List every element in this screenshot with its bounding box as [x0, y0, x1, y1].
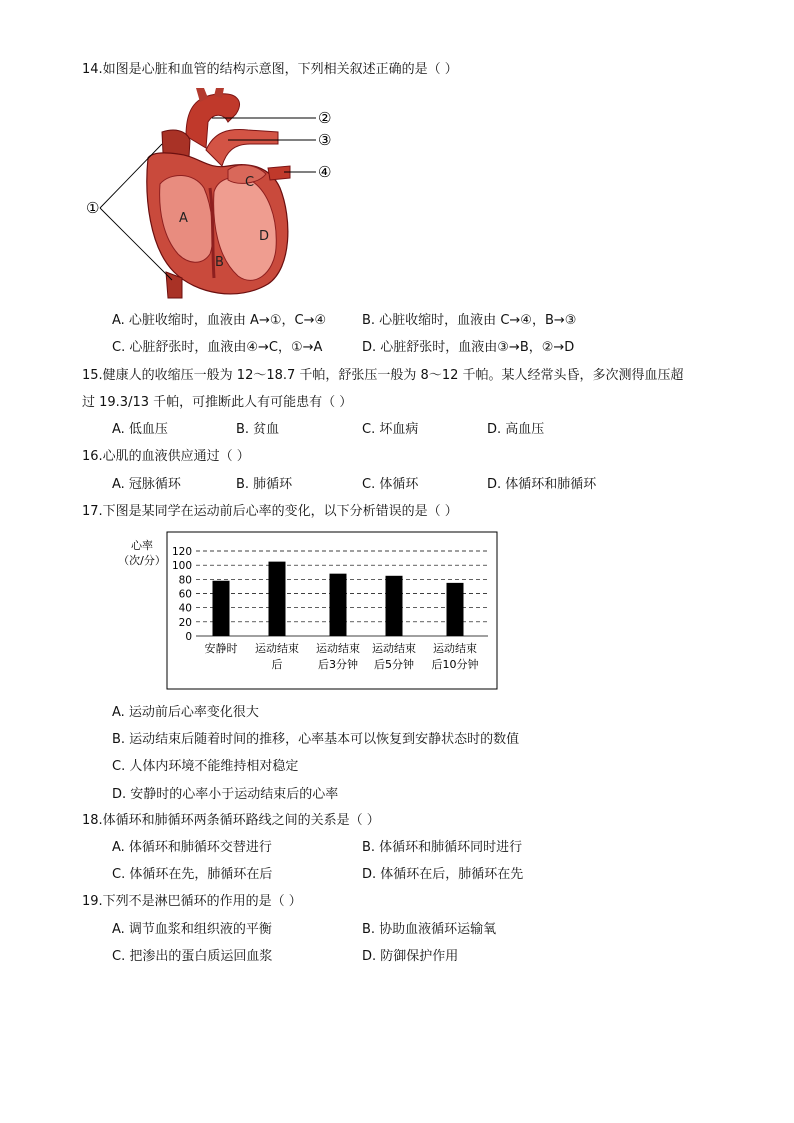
y-tick-label: 20 [178, 616, 192, 629]
q16-option-a: A. 冠脉循环 [112, 477, 181, 492]
q16-option-d: D. 体循环和肺循环 [487, 477, 597, 492]
chart-ylabel-line1: 心率 [131, 539, 153, 552]
q15-option-b: B. 贫血 [236, 422, 280, 437]
q15-option-d: D. 高血压 [487, 422, 545, 437]
label-2: ② [318, 109, 332, 127]
q14-option-c: C. 心脏舒张时，血液由④→C，①→A [112, 340, 323, 355]
q15-option-a: A. 低血压 [112, 422, 168, 437]
x-category-label: 运动结束 [433, 642, 477, 655]
x-category-label: 后3分钟 [318, 658, 358, 671]
bar [213, 581, 230, 636]
x-category-label: 运动结束 [372, 642, 416, 655]
question-14-stem: 14.如图是心脏和血管的结构示意图，下列相关叙述正确的是（ ） [82, 62, 458, 77]
q19-option-d: D. 防御保护作用 [362, 949, 459, 964]
question-18-stem: 18.体循环和肺循环两条循环路线之间的关系是（ ） [82, 813, 380, 828]
x-category-label: 后10分钟 [431, 658, 479, 671]
y-tick-label: 80 [178, 574, 192, 587]
label-1: ① [86, 199, 100, 217]
q19-option-b: B. 协助血液循环运输氧 [362, 922, 497, 937]
x-category-label: 运动结束 [316, 642, 360, 655]
heart-rate-chart [110, 530, 502, 692]
question-15-stem-line2: 过 19.3/13 千帕，可推断此人有可能患有（ ） [82, 395, 353, 410]
q17-option-a: A. 运动前后心率变化很大 [112, 705, 259, 720]
q18-option-c: C. 体循环在先，肺循环在后 [112, 867, 273, 882]
heart-diagram [78, 88, 350, 304]
chamber-label-c: C [245, 175, 255, 190]
q19-option-c: C. 把渗出的蛋白质运回血浆 [112, 949, 273, 964]
q18-option-b: B. 体循环和肺循环同时进行 [362, 840, 523, 855]
y-tick-label: 40 [178, 602, 192, 615]
question-17-stem: 17.下图是某同学在运动前后心率的变化，以下分析错误的是（ ） [82, 504, 458, 519]
x-category-label: 安静时 [204, 642, 238, 655]
label-3: ③ [318, 131, 332, 149]
y-tick-label: 120 [171, 546, 192, 558]
q17-option-b: B. 运动结束后随着时间的推移，心率基本可以恢复到安静状态时的数值 [112, 732, 520, 747]
q14-option-b: B. 心脏收缩时，血液由 C→④，B→③ [362, 313, 577, 328]
q16-option-b: B. 肺循环 [236, 477, 293, 492]
bar [330, 574, 347, 636]
bar [269, 562, 286, 636]
q15-option-c: C. 坏血病 [362, 422, 419, 437]
chamber-label-b: B [215, 255, 224, 270]
q17-option-d: D. 安静时的心率小于运动结束后的心率 [112, 787, 339, 802]
y-tick-label: 0 [185, 631, 192, 643]
bar [386, 576, 403, 636]
x-category-label: 后 [271, 658, 283, 671]
q16-option-c: C. 体循环 [362, 477, 419, 492]
question-15-stem-line1: 15.健康人的收缩压一般为 12～18.7 千帕，舒张压一般为 8～12 千帕。某人经常头昏，多次测得血压超 [82, 368, 684, 383]
q18-option-d: D. 体循环在后，肺循环在先 [362, 867, 524, 882]
q14-option-d: D. 心脏舒张时，血液由③→B，②→D [362, 340, 575, 355]
x-category-label: 后5分钟 [374, 658, 414, 671]
q14-option-a: A. 心脏收缩时，血液由 A→①，C→④ [112, 313, 327, 328]
q18-option-a: A. 体循环和肺循环交替进行 [112, 840, 272, 855]
chamber-label-d: D [259, 229, 270, 244]
x-category-label: 运动结束 [255, 642, 299, 655]
chart-ylabel-line2: （次/分） [118, 554, 166, 567]
label-4: ④ [318, 163, 332, 181]
q19-option-a: A. 调节血浆和组织液的平衡 [112, 922, 272, 937]
chamber-label-a: A [179, 211, 188, 226]
question-16-stem: 16.心肌的血液供应通过（ ） [82, 449, 250, 464]
y-tick-label: 100 [171, 560, 192, 573]
bar [447, 583, 464, 636]
y-tick-label: 60 [178, 588, 192, 601]
q17-option-c: C. 人体内环境不能维持相对稳定 [112, 759, 299, 774]
question-19-stem: 19.下列不是淋巴循环的作用的是（ ） [82, 894, 302, 909]
